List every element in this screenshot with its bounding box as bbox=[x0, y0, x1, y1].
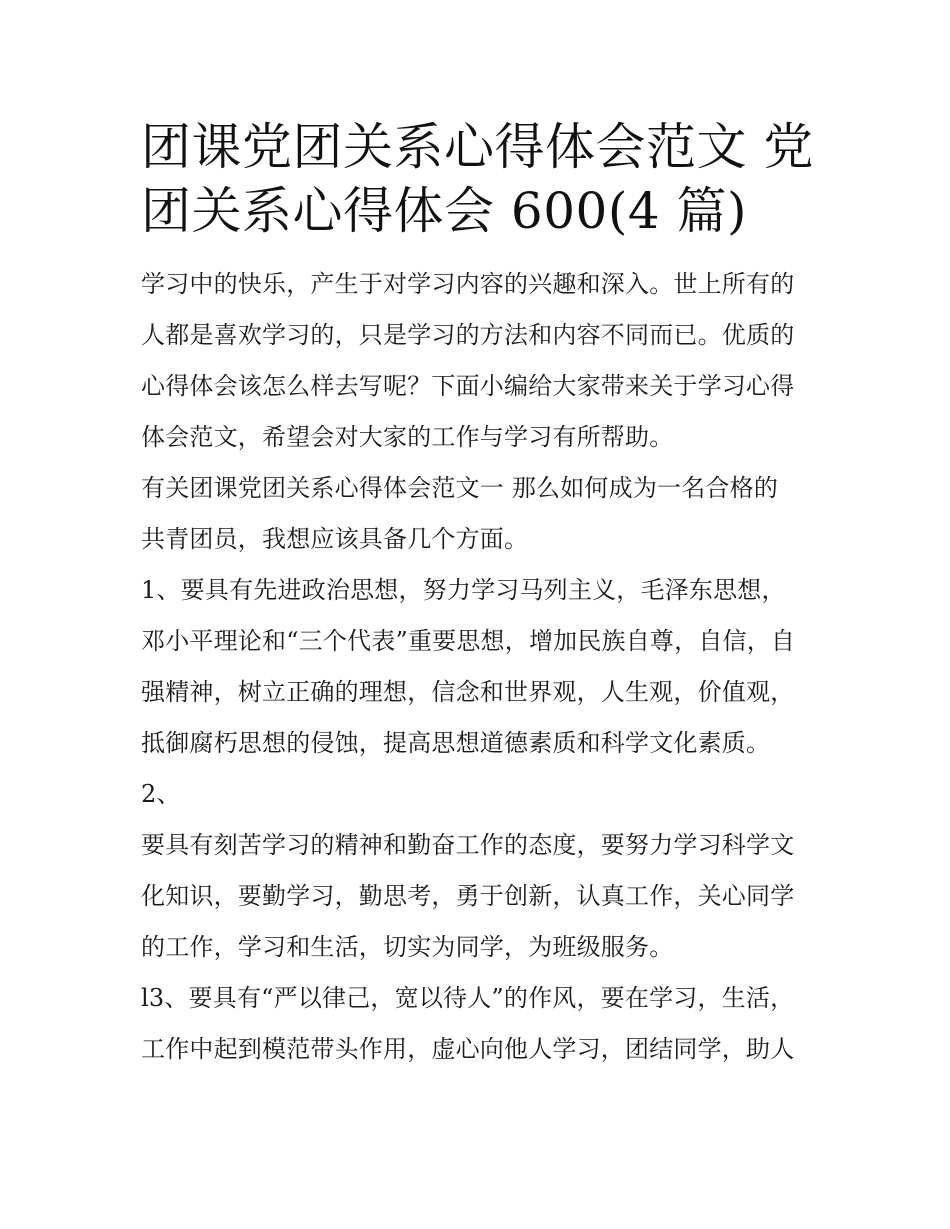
body-line-2: 人都是喜欢学习的，只是学习的方法和内容不同而已。优质的 bbox=[141, 321, 795, 349]
title-line-2: 团关系心得体会 600(4 篇) bbox=[141, 182, 748, 240]
body-line-10: 抵御腐朽思想的侵蚀，提高思想道德素质和科学文化素质。 bbox=[141, 729, 771, 757]
body-line-11: 2、 bbox=[141, 780, 181, 808]
body-line-16: 工作中起到模范带头作用，虚心向他人学习，团结同学，助人 bbox=[141, 1035, 795, 1063]
body-line-4: 体会范文，希望会对大家的工作与学习有所帮助。 bbox=[141, 423, 674, 451]
document-title bbox=[141, 115, 813, 243]
body-line-12: 要具有刻苦学习的精神和勤奋工作的态度，要努力学习科学文 bbox=[141, 831, 795, 859]
document-content bbox=[141, 115, 813, 1075]
body-line-1: 学习中的快乐，产生于对学习内容的兴趣和深入。世上所有的 bbox=[141, 270, 795, 298]
body-line-15: l3、要具有“严以律己，宽以待人”的作风，要在学习，生活， bbox=[141, 984, 795, 1012]
body-line-7: 1、要具有先进政治思想，努力学习马列主义，毛泽东思想， bbox=[141, 576, 786, 604]
body-line-3: 心得体会该怎么样去写呢？下面小编给大家带来关于学习心得 bbox=[141, 372, 795, 400]
body-line-6: 共青团员，我想应该具备几个方面。 bbox=[141, 525, 529, 553]
document-body bbox=[141, 259, 813, 1075]
title-line-1: 团课党团关系心得体会范文 党 bbox=[141, 118, 814, 176]
body-line-8: 邓小平理论和“三个代表”重要思想，增加民族自尊，自信，自 bbox=[141, 627, 796, 655]
body-line-9: 强精神，树立正确的理想，信念和世界观，人生观，价值观， bbox=[141, 678, 795, 706]
body-line-14: 的工作，学习和生活，切实为同学，为班级服务。 bbox=[141, 933, 674, 961]
body-line-13: 化知识，要勤学习，勤思考，勇于创新，认真工作，关心同学 bbox=[141, 882, 795, 910]
body-line-5: 有关团课党团关系心得体会范文一 那么如何成为一名合格的 bbox=[141, 474, 779, 502]
